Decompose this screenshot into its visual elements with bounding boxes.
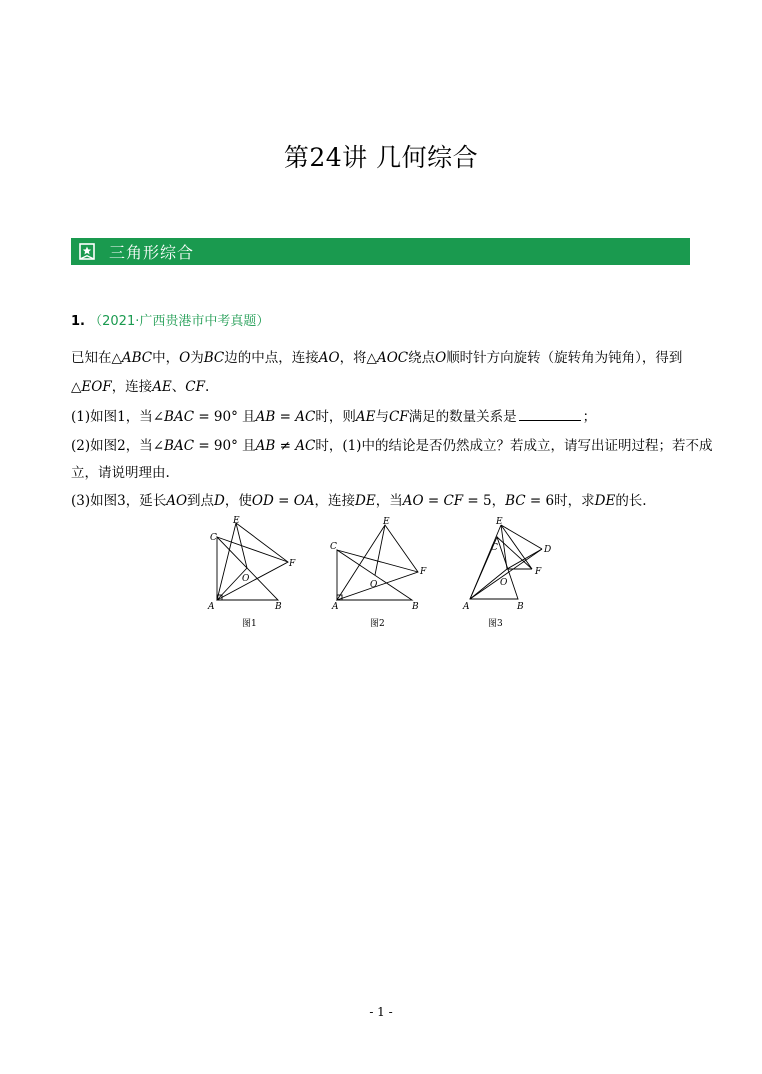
figures-row	[200, 515, 570, 635]
math-var: AOC	[376, 350, 409, 366]
question-line-1	[71, 346, 682, 366]
fig2-label-F: F	[420, 567, 427, 577]
figure-1-drawing	[217, 523, 288, 600]
math-var: CF	[443, 493, 464, 509]
fig1-label-A: A	[208, 602, 215, 612]
text: =	[423, 493, 444, 509]
math-var: AO	[402, 493, 424, 509]
question-line-2	[71, 375, 209, 395]
text: ；	[582, 409, 597, 425]
fig2-label-E: E	[383, 517, 390, 527]
math-var: BAC	[164, 438, 195, 454]
text: 时，则	[315, 409, 356, 425]
text: = 5，	[463, 493, 506, 509]
fig3-label-C: C	[491, 543, 498, 553]
text: △	[71, 379, 82, 395]
text: ，当	[375, 493, 403, 509]
text: 已知在△	[71, 350, 122, 366]
text: 、	[171, 379, 186, 395]
text: 时，(1)中的结论是否仍然成立？若成立，请写出证明过程；若不成	[315, 438, 713, 454]
math-var: BAC	[164, 409, 195, 425]
page-title: 第24讲 几何综合	[283, 143, 479, 172]
fig1-label-E: E	[233, 516, 240, 526]
fig3-label-B: B	[517, 602, 524, 612]
math-var: D	[214, 493, 225, 509]
text: 的长.	[615, 493, 647, 509]
math-var: EOF	[81, 379, 112, 395]
section-header	[71, 238, 690, 265]
math-var: AO	[166, 493, 188, 509]
math-var: O	[435, 350, 447, 366]
math-var: AE	[355, 409, 376, 425]
fig3-label-A: A	[463, 602, 470, 612]
fig3-label-O: O	[500, 578, 508, 588]
fig3-label-E: E	[496, 517, 503, 527]
question-source: （2021·广西贵港市中考真题）	[89, 314, 270, 329]
math-var: AC	[295, 438, 316, 454]
text: (3)如图3，延长	[71, 493, 167, 509]
page-number: - 1 -	[369, 1005, 393, 1019]
math-var: DE	[355, 493, 376, 509]
text: 为	[190, 350, 204, 366]
question-number: 1.	[71, 314, 85, 329]
fig1-label-C: C	[210, 533, 217, 543]
question-line-6	[71, 489, 647, 509]
text: ，使	[224, 493, 252, 509]
question-line-3	[71, 405, 596, 425]
fig2-caption: 图2	[370, 619, 385, 629]
fig3-label-D: D	[544, 545, 552, 555]
text: ，将△	[339, 350, 377, 366]
text: (2)如图2，当∠	[71, 438, 165, 454]
text: (1)如图1，当∠	[71, 409, 165, 425]
fig2-label-A: A	[332, 602, 339, 612]
math-var: ABC	[121, 350, 153, 366]
text: ，连接	[314, 493, 356, 509]
math-var: BC	[203, 350, 225, 366]
text: 立，请说明理由.	[71, 465, 170, 481]
math-var: AE	[152, 379, 172, 395]
math-var: AB	[255, 438, 276, 454]
question-line-4	[71, 434, 712, 454]
text: 中，	[152, 350, 180, 366]
question-line-5	[71, 461, 170, 481]
text: =	[275, 409, 296, 425]
figure-2-drawing	[337, 525, 418, 600]
text: =	[273, 493, 294, 509]
fig2-label-O: O	[370, 580, 378, 590]
text: 与	[375, 409, 389, 425]
math-var: OA	[293, 493, 315, 509]
math-var: AC	[295, 409, 316, 425]
text: = 90° 且	[194, 409, 256, 425]
fig1-caption: 图1	[242, 619, 257, 629]
question-header	[71, 310, 269, 329]
section-title: 三角形综合	[109, 243, 195, 262]
fig3-caption: 图3	[488, 619, 503, 629]
fig3-label-F: F	[535, 567, 542, 577]
text: 边的中点，连接	[224, 350, 319, 366]
text: ，连接	[111, 379, 153, 395]
bookmark-star-icon	[79, 243, 95, 260]
math-var: BC	[505, 493, 526, 509]
math-var: AB	[255, 409, 276, 425]
text: 绕点	[408, 350, 436, 366]
math-var: CF	[185, 379, 205, 395]
fig2-label-C: C	[330, 542, 337, 552]
text: = 90° 且	[194, 438, 256, 454]
text: .	[205, 379, 210, 395]
math-var: DE	[594, 493, 616, 509]
fig1-label-O: O	[242, 574, 250, 584]
math-var: AO	[318, 350, 340, 366]
text: 满足的数量关系是	[408, 409, 517, 425]
fig2-label-B: B	[412, 602, 419, 612]
geometry-figures	[200, 515, 570, 635]
text: ≠	[275, 438, 296, 454]
math-var: CF	[388, 409, 409, 425]
math-var: OD	[251, 493, 274, 509]
text: = 6时，求	[525, 493, 595, 509]
answer-blank[interactable]	[519, 408, 581, 421]
fig1-label-F: F	[289, 559, 296, 569]
text: 顺时针方向旋转（旋转角为钝角），得到	[446, 350, 683, 366]
fig1-label-B: B	[275, 602, 282, 612]
math-var: O	[179, 350, 191, 366]
text: 到点	[187, 493, 215, 509]
